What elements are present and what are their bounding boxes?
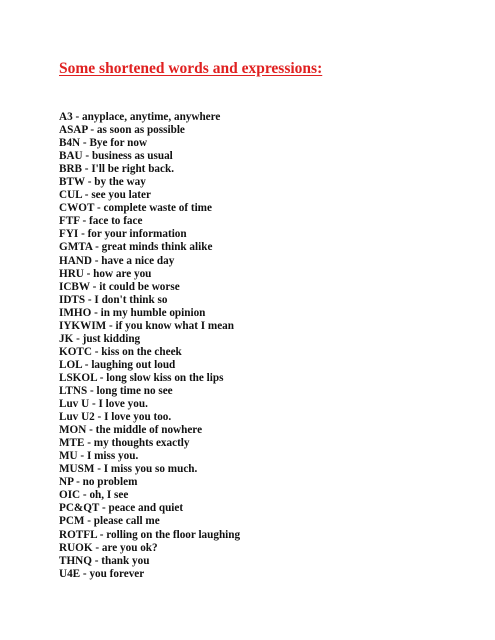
abbreviation-entry: LSKOL - long slow kiss on the lips [59, 371, 224, 384]
abbreviation-entry: BTW - by the way [59, 176, 146, 189]
abbreviation-entry: IYKWIM - if you know what I mean [59, 319, 234, 332]
abbreviation-entry: THNQ - thank you [59, 554, 150, 567]
abbreviation-entry: IDTS - I don't think so [59, 293, 168, 306]
abbreviation-entry: RUOK - are you ok? [59, 541, 158, 554]
document-title: Some shortened words and expressions: [59, 60, 323, 77]
abbreviation-entry: HRU - how are you [59, 267, 152, 280]
abbreviation-entry: FTF - face to face [59, 215, 143, 228]
abbreviation-entry: GMTA - great minds think alike [59, 241, 213, 254]
abbreviation-entry: MTE - my thoughts exactly [59, 437, 190, 450]
abbreviation-entry: CWOT - complete waste of time [59, 202, 212, 215]
abbreviation-entry: HAND - have a nice day [59, 254, 175, 267]
abbreviation-entry: MU - I miss you. [59, 450, 139, 463]
abbreviation-entry: KOTC - kiss on the cheek [59, 345, 182, 358]
abbreviation-entry: U4E - you forever [59, 567, 145, 580]
abbreviation-entry: Luv U - I love you. [59, 398, 148, 411]
abbreviation-entry: MON - the middle of nowhere [59, 424, 203, 437]
abbreviation-entry: LTNS - long time no see [59, 384, 173, 397]
abbreviation-entry: NP - no problem [59, 476, 138, 489]
abbreviation-entry: CUL - see you later [59, 189, 151, 202]
abbreviation-entry: OIC - oh, I see [59, 489, 129, 502]
abbreviation-entry: IMHO - in my humble opinion [59, 306, 206, 319]
abbreviation-entry: ASAP - as soon as possible [59, 124, 185, 137]
abbreviation-entry: B4N - Bye for now [59, 137, 148, 150]
abbreviation-entry: JK - just kidding [59, 332, 141, 345]
abbreviation-entry: A3 - anyplace, anytime, anywhere [59, 111, 221, 123]
abbreviation-entry: FYI - for your information [59, 228, 187, 241]
abbreviation-entry: PC&QT - peace and quiet [59, 502, 184, 515]
abbreviation-entry: MUSM - I miss you so much. [59, 463, 198, 476]
abbreviation-entry: BAU - business as usual [59, 150, 173, 163]
abbreviation-entry: LOL - laughing out loud [59, 358, 176, 371]
abbreviation-entry: ROTFL - rolling on the floor laughing [59, 528, 241, 541]
abbreviation-entry: BRB - I'll be right back. [59, 163, 174, 176]
abbreviation-entry: PCM - please call me [59, 515, 160, 528]
abbreviation-entry: Luv U2 - I love you too. [59, 411, 172, 424]
abbreviation-entry: ICBW - it could be worse [59, 280, 180, 293]
abbreviation-list [59, 111, 240, 581]
